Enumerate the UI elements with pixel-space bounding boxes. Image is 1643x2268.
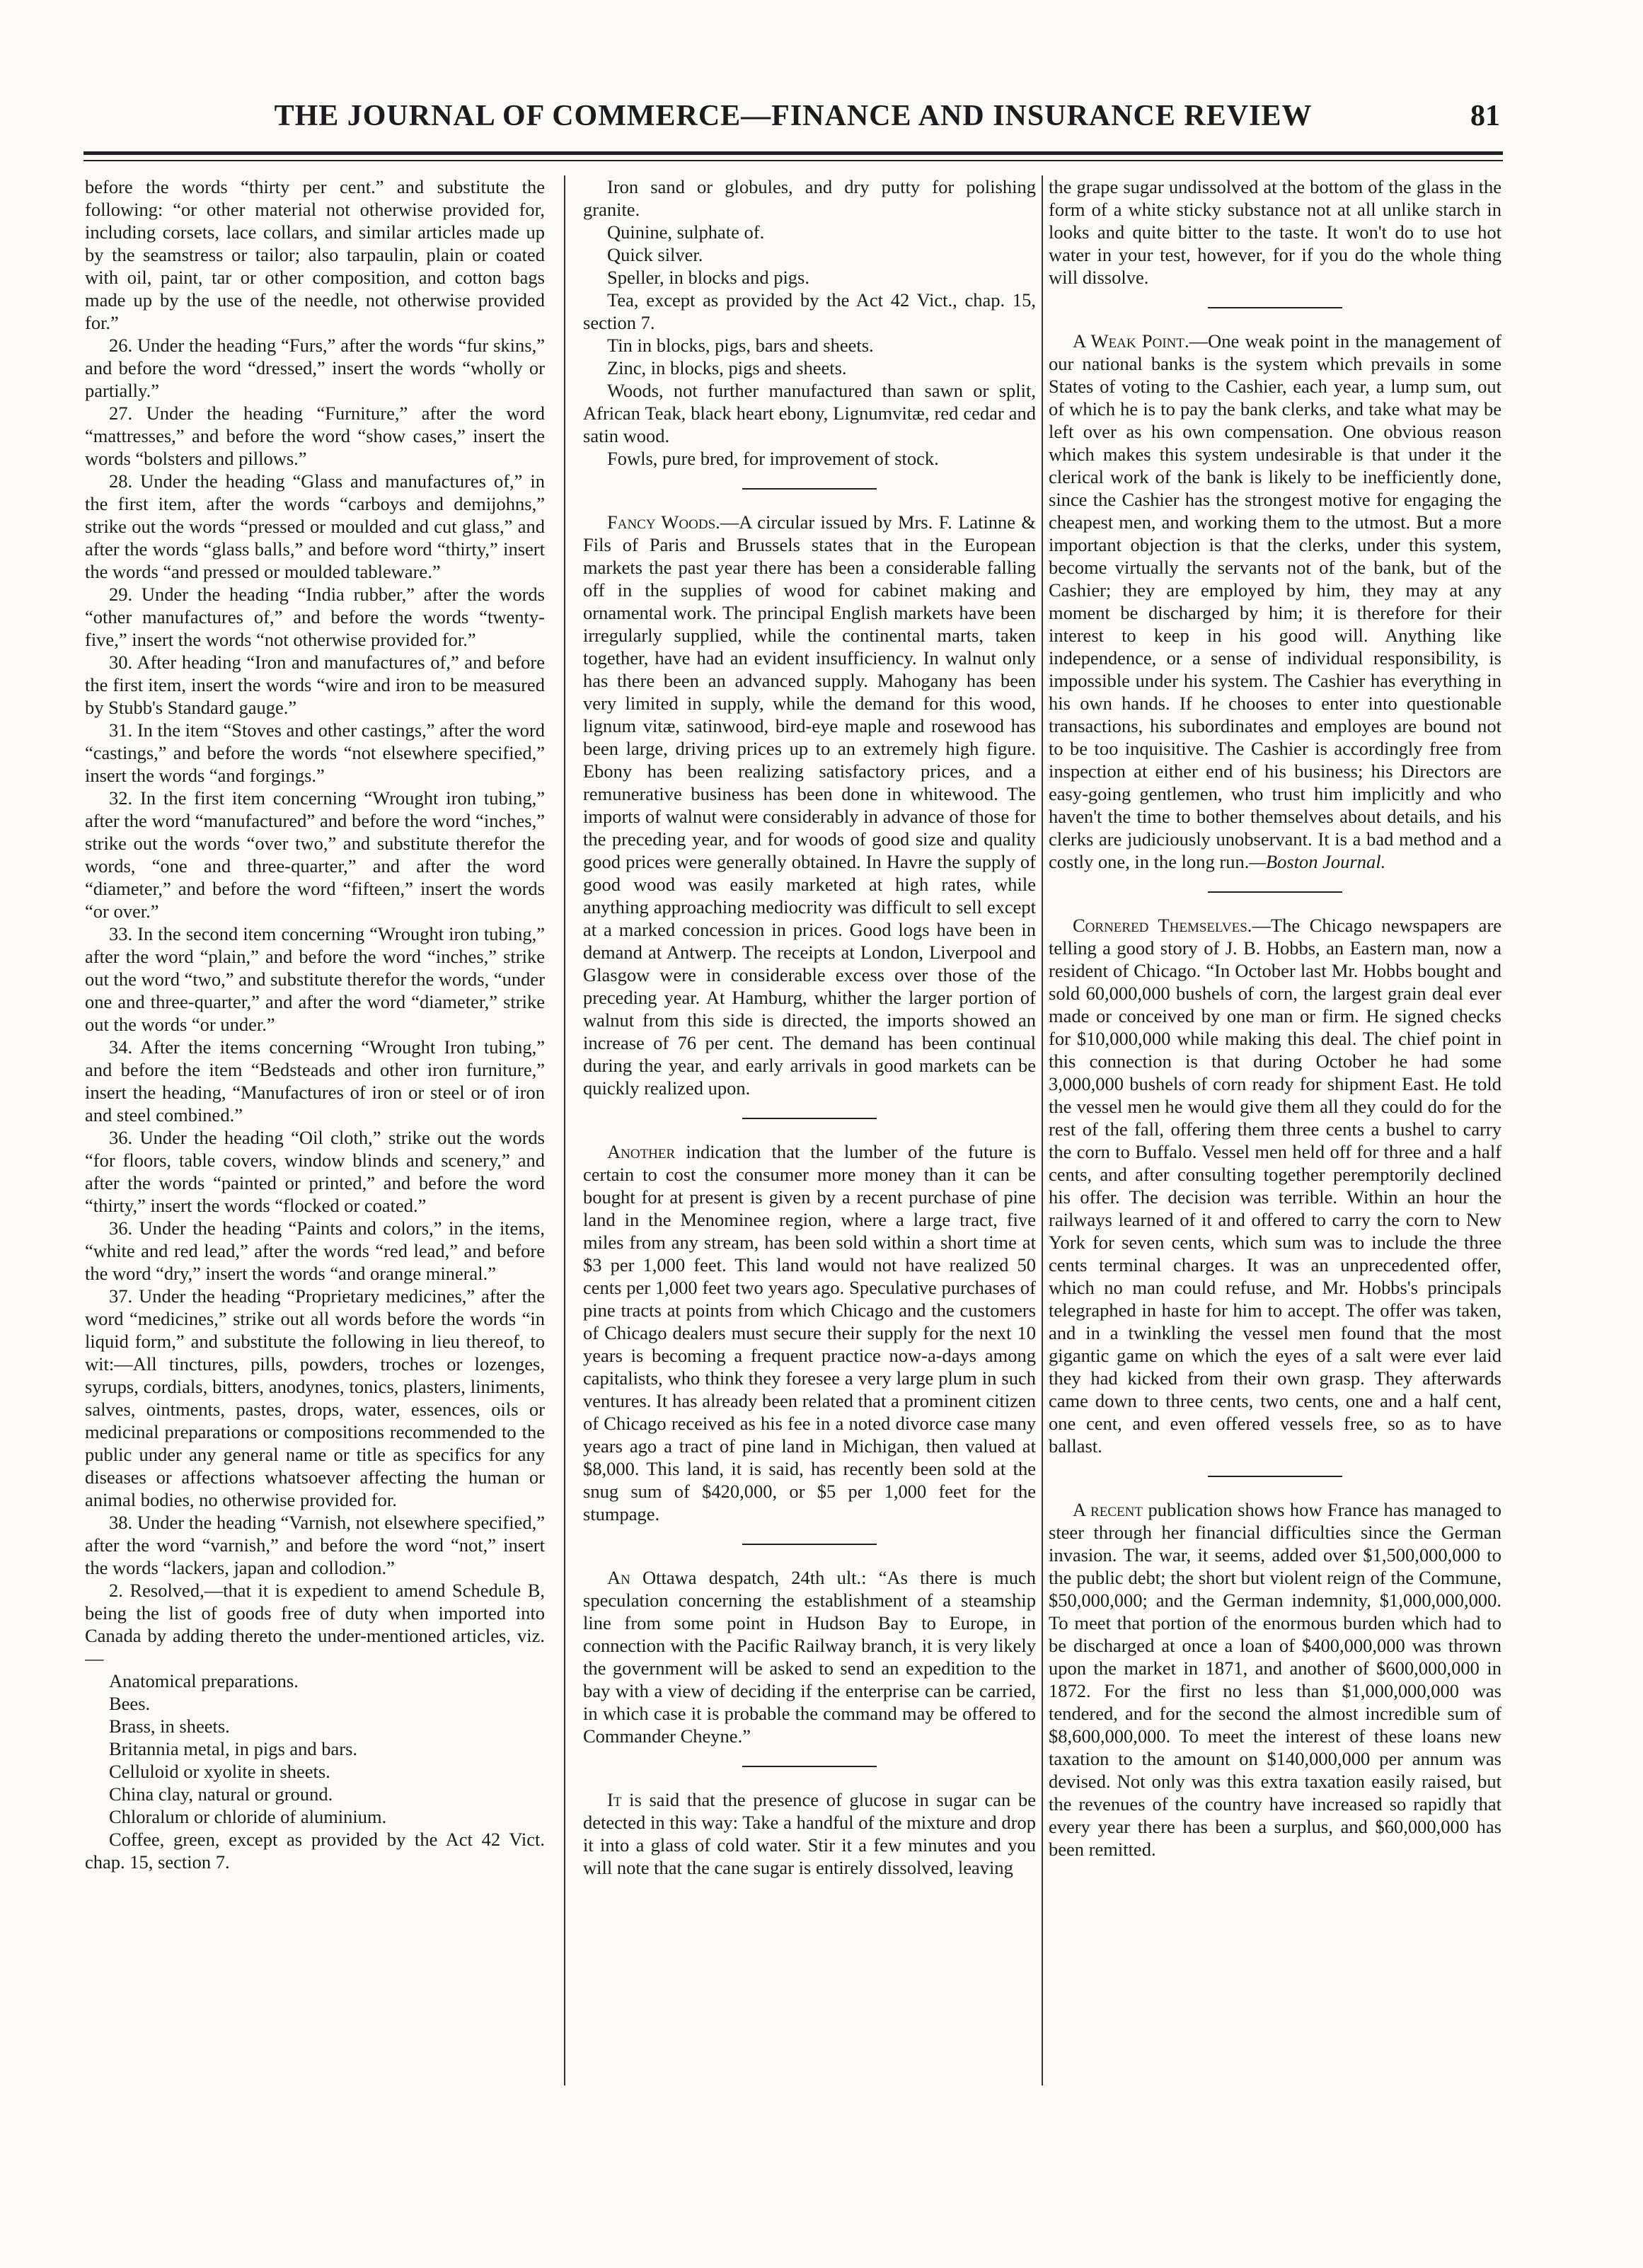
resolution-29: 29. Under the heading “India rubber,” after the words “other manufactures of,” and before the words “twenty-five,” insert the words “not otherwise provided for.” xyxy=(85,584,545,650)
article-cornered xyxy=(1049,914,1501,1457)
column-right xyxy=(1049,175,1501,2085)
free-list-item: Celluloid or xyolite in sheets. xyxy=(109,1761,330,1782)
resolution-38: 38. Under the heading “Varnish, not elsewhere specified,” after the word “varnish,” and before the word “not,” insert the words “lackers, japan and collodion.” xyxy=(85,1512,545,1578)
article-divider xyxy=(742,1544,877,1545)
article-weak-point xyxy=(1049,330,1501,873)
resolution-schedule-b: 2. Resolved,—that it is expedient to amend Schedule B, being the list of goods free of duty when imported into Canada by adding thereto the under-mentioned articles, viz.— xyxy=(85,1580,545,1669)
article-divider xyxy=(1208,307,1342,308)
article-body: —One weak point in the management of our national banks is the system which prevails in some States of voting to the Cashier, each year, a lump sum, out of which he is to pay the bank clerks, and take what may be left over as his own compensation. One obvious reason which makes this system undesirable is that under it the clerical work of the bank is likely to be inefficiently done, since the Cashier has the strongest motive for engaging the cheapest men, and working them to the utmost. But a more important objection is that the clerks, under this system, become virtually the servants not of the bank, but of the Cashier; they are employed by him, they may at any moment be discharged by him; it is therefore for their interest to keep in his good will. Anything like independence, or a sense of individual responsibility, is impossible under his system. The Cashier has everything in his own hands. If he chooses to enter into questionable transactions, his subordinates and employes are bound not to be too inquisitive. The Cashier is accordingly free from inspection at either end of his business; his Directors are easy-going gentlemen, who trust him implicitly and who haven't the time to bother themselves about details, and his clerks are judiciously unobservant. It is a bad method and a costly one, in the long run. xyxy=(1049,330,1501,872)
resolution-26: 26. Under the heading “Furs,” after the words “fur skins,” and before the word “dressed,” insert the words “wholly or partially.” xyxy=(85,335,545,401)
article-glucose xyxy=(583,1788,1036,1879)
article-body: publication shows how France has managed to steer through her financial difficulties since the German invasion. The war, it seems, added over $1,500,000,000 to the public debt; the short but violent reign of the Commune, $50,000,000; and the German indemnity, $1,000,000,000. To meet that portion of the enormous burden which had to be discharged at once a loan of $400,000,000 was thrown upon the market in 1871, and another of $600,000,000 in 1872. For the first no less than $1,000,000,000 was tendered, and for the second the almost incredible sum of $8,600,000,000. To meet the interest of these loans new taxation to the amount on $140,000,000 per annum was devised. Not only was this extra taxation easily raised, but the revenues of the country have increased so rapidly that every year there has been a surplus, and $60,000,000 has been remitted. xyxy=(1049,1499,1501,1860)
running-title: THE JOURNAL OF COMMERCE—FINANCE AND INSURANCE REVIEW xyxy=(274,100,1313,132)
article-heading: It xyxy=(607,1789,622,1810)
free-list-item: Quinine, sulphate of. xyxy=(607,221,765,243)
resolution-27: 27. Under the heading “Furniture,” after the word “mattresses,” and before the word “show cases,” insert the words “bolsters and pillows.” xyxy=(85,403,545,469)
resolution-32: 32. In the first item concerning “Wrought iron tubing,” after the word “manufactured” and before the word “inches,” strike out the words “over two,” and substitute therefor the words, “one and three-quarter,” and after the word “diameter,” and before the word “fifteen,” insert the words “or over.” xyxy=(85,787,545,922)
article-body: —A circular issued by Mrs. F. Latinne & Fils of Paris and Brussels states that in the European markets the past year there has been a considerable falling off in the supplies of wood for cabinet making and ornamental work. The principal English markets have been irregularly supplied, while the continental marts, taken together, have had an evident insufficiency. In walnut only has there been an advanced supply. Mahogany has been very limited in supply, while the demand for this wood, lignum vitæ, satinwood, bird-eye maple and rosewood has been large, driving prices up to an extremely high figure. Ebony has been realizing satisfactory prices, and a remunerative business has been done in whitewood. The imports of walnut were considerably in advance of those for the preceding year, and for woods of good size and quality good prices were generally obtained. In Havre the supply of good wood was easily marketed at high rates, while anything approaching mediocrity was difficult to sell except at a marked concession in prices. Good logs have been in demand at Antwerp. The receipts at London, Liverpool and Glasgow were in considerable excess over those of the preceding year. At Hamburg, whither the larger portion of walnut from this side is directed, the imports showed an increase of 76 per cent. The demand has been continual during the year, and early arrivals in good markets can be quickly realized upon. xyxy=(583,511,1036,1099)
header-rule-thick xyxy=(83,151,1503,155)
resolution-36-oil-cloth: 36. Under the heading “Oil cloth,” strike out the words “for floors, table covers, window blinds and scenery,” and after the words “painted or printed,” and before the word “thirty,” insert the words “flocked or coated.” xyxy=(85,1127,545,1216)
free-list-item: Zinc, in blocks, pigs and sheets. xyxy=(607,357,847,378)
free-list-item: Fowls, pure bred, for improvement of stock. xyxy=(607,448,939,469)
free-list-item: Bees. xyxy=(109,1693,151,1714)
free-list-item: China clay, natural or ground. xyxy=(109,1783,333,1805)
free-list-item: Iron sand or globules, and dry putty for polishing granite. xyxy=(583,176,1036,220)
free-list-item: Anatomical preparations. xyxy=(109,1670,299,1691)
article-source: —Boston Journal. xyxy=(1249,851,1386,872)
column-divider-right xyxy=(1042,175,1043,2085)
column-middle xyxy=(583,175,1036,2085)
free-list-item: Woods, not further manufactured than sawn or split, African Teak, black heart ebony, Lignumvitæ, red cedar and satin wood. xyxy=(583,380,1036,446)
resolution-36-paints: 36. Under the heading “Paints and colors,” in the items, “white and red lead,” after the words “red lead,” and before the word “dry,” insert the words “and orange mineral.” xyxy=(85,1217,545,1284)
header-rule-thin xyxy=(83,160,1503,161)
article-glucose-continued: the grape sugar undissolved at the bottom of the glass in the form of a white sticky substance not at all unlike starch in looks and quite bitter to the taste. It won't do to use hot water in your test, however, for if you do the whole thing will dissolve. xyxy=(1049,176,1501,288)
resolution-33: 33. In the second item concerning “Wrought iron tubing,” after the word “plain,” and before the word “inches,” strike out the word “two,” and substitute therefor the words, “under one and three-quarter,” and after the word “diameter,” strike out the words “or under.” xyxy=(85,923,545,1035)
article-divider xyxy=(742,488,877,490)
free-list-item: Quick silver. xyxy=(607,244,703,265)
column-divider-left xyxy=(564,175,565,2085)
page-header xyxy=(83,99,1503,141)
resolution-37: 37. Under the heading “Proprietary medicines,” after the word “medicines,” strike out all words before the words “in liquid form,” and substitute the following in lieu thereof, to wit:—All tinctures, pills, powders, troches or lozenges, syrups, cordials, bitters, anodynes, tonics, plasters, liniments, salves, ointments, pastes, drops, water, essences, oils or medicinal preparations or compositions recommended to the public under any general name or title as specifics for any diseases or affections whatsoever affecting the human or animal bodies, no otherwise provided for. xyxy=(85,1285,545,1510)
tariff-continuation: before the words “thirty per cent.” and substitute the following: “or other material not otherwise provided for, including corsets, lace collars, and similar articles made up by the seamstress or tailor; also tarpaulin, plain or coated with oil, paint, tar or other composition, and cotton bags made up by the use of the needle, not otherwise provided for.” xyxy=(85,176,545,333)
article-heading: Another xyxy=(607,1141,676,1162)
article-lumber xyxy=(583,1140,1036,1525)
free-list-item: Speller, in blocks and pigs. xyxy=(607,267,809,288)
resolution-31: 31. In the item “Stoves and other castings,” after the word “castings,” and before the words “not elsewhere specified,” insert the words “and forgings.” xyxy=(85,719,545,786)
article-divider xyxy=(1208,891,1342,893)
article-divider xyxy=(742,1118,877,1119)
column-left xyxy=(85,175,545,2085)
article-body: Ottawa despatch, 24th ult.: “As there is much speculation concerning the establishment of a steamship line from some point in Hudson Bay to Europe, in connection with the Pacific Railway branch, it is very likely the government will be asked to send an expedition to the bay with a view of deciding if the enterprise can be carried, in which case it is probable the command may be offered to Commander Cheyne.” xyxy=(583,1567,1036,1747)
article-france xyxy=(1049,1498,1501,1861)
free-list-item: Brass, in sheets. xyxy=(109,1716,230,1737)
free-list-item: Chloralum or chloride of aluminium. xyxy=(109,1806,387,1827)
page-number: 81 xyxy=(1470,100,1500,132)
article-body: indication that the lumber of the future is certain to cost the consumer more money than it can be bought for at present is given by a recent purchase of pine land in the Menominee region, where a large tract, five miles from any stream, has been sold within a short time at $3 per 1,000 feet. This land would not have realized 50 cents per 1,000 feet two years ago. Speculative purchases of pine tracts at points from which Chicago and the customers of Chicago dealers must secure their supply for the next 10 years is becoming a frequent practice now-a-days among capitalists, who think they foresee a very large plum in such ventures. It has already been related that a prominent citizen of Chicago received as his fee in a noted divorce case many years ago a tract of pine land in Michigan, then valued at $8,000. This land, it is said, has recently been sold at the snug sum of $420,000, or $5 per 1,000 feet for the stumpage. xyxy=(583,1141,1036,1524)
free-list-item: Britannia metal, in pigs and bars. xyxy=(109,1738,358,1759)
article-heading: A recent xyxy=(1073,1499,1143,1520)
article-fancy-woods xyxy=(583,511,1036,1099)
article-body: —The Chicago newspapers are telling a good story of J. B. Hobbs, an Eastern man, now a resident of Chicago. “In October last Mr. Hobbs bought and sold 60,000,000 bushels of corn, the largest grain deal ever made or conceived by one man or firm. He signed checks for $10,000,000 while making this deal. The chief point in this connection is that during October he had some 3,000,000 bushels of corn ready for shipment East. He told the vessel men he would give them all they could do for the rest of the fall, offering them three cents a bushel to carry the corn to Buffalo. Vessel men held off for three and a half cents, and after consulting together peremptorily declined his offer. The decision was terrible. Within an hour the railways learned of it and offered to carry the corn to New York for seven cents, which sum was to include the three cents terminal charges. It was an unprecedented offer, which no man could refuse, and Mr. Hobbs's principals telegraphed in haste for him to accept. The offer was taken, and in a twinkling the vessel men found that the most gigantic game on which the eyes of a salt were ever laid they had kicked from their own grasp. They afterwards came down to three cents, two cents, one and a half cent, one cent, and even offered vessels free, so as to have ballast. xyxy=(1049,915,1501,1457)
article-heading: Fancy Woods. xyxy=(607,511,720,533)
article-body: is said that the presence of glucose in sugar can be detected in this way: Take a handful of the mixture and drop it into a glass of cold water. Stir it a few minutes and you will note that the cane sugar is entirely dissolved, leaving xyxy=(583,1789,1036,1878)
free-list-item: Tin in blocks, pigs, bars and sheets. xyxy=(607,335,874,356)
article-heading: A Weak Point. xyxy=(1073,330,1189,352)
resolution-28: 28. Under the heading “Glass and manufactures of,” in the first item, after the words “carboys and demijohns,” strike out the words “pressed or moulded and cut glass,” and after the words “glass balls,” and before word “thirty,” insert the words “and pressed or moulded tableware.” xyxy=(85,470,545,582)
free-list-item: Coffee, green, except as provided by the Act 42 Vict. chap. 15, section 7. xyxy=(85,1829,545,1873)
article-divider xyxy=(742,1766,877,1767)
free-list-item: Tea, except as provided by the Act 42 Vict., chap. 15, section 7. xyxy=(583,289,1036,333)
article-heading: Cornered Themselves. xyxy=(1073,915,1252,936)
article-divider xyxy=(1208,1476,1342,1477)
article-ottawa xyxy=(583,1566,1036,1747)
resolution-34: 34. After the items concerning “Wrought Iron tubing,” and before the item “Bedsteads and other iron furniture,” insert the heading, “Manufactures of iron or steel or of iron and steel combined.” xyxy=(85,1036,545,1126)
article-heading: An xyxy=(607,1567,630,1588)
resolution-30: 30. After heading “Iron and manufactures of,” and before the first item, insert the words “wire and iron to be measured by Stubb's Standard gauge.” xyxy=(85,652,545,718)
